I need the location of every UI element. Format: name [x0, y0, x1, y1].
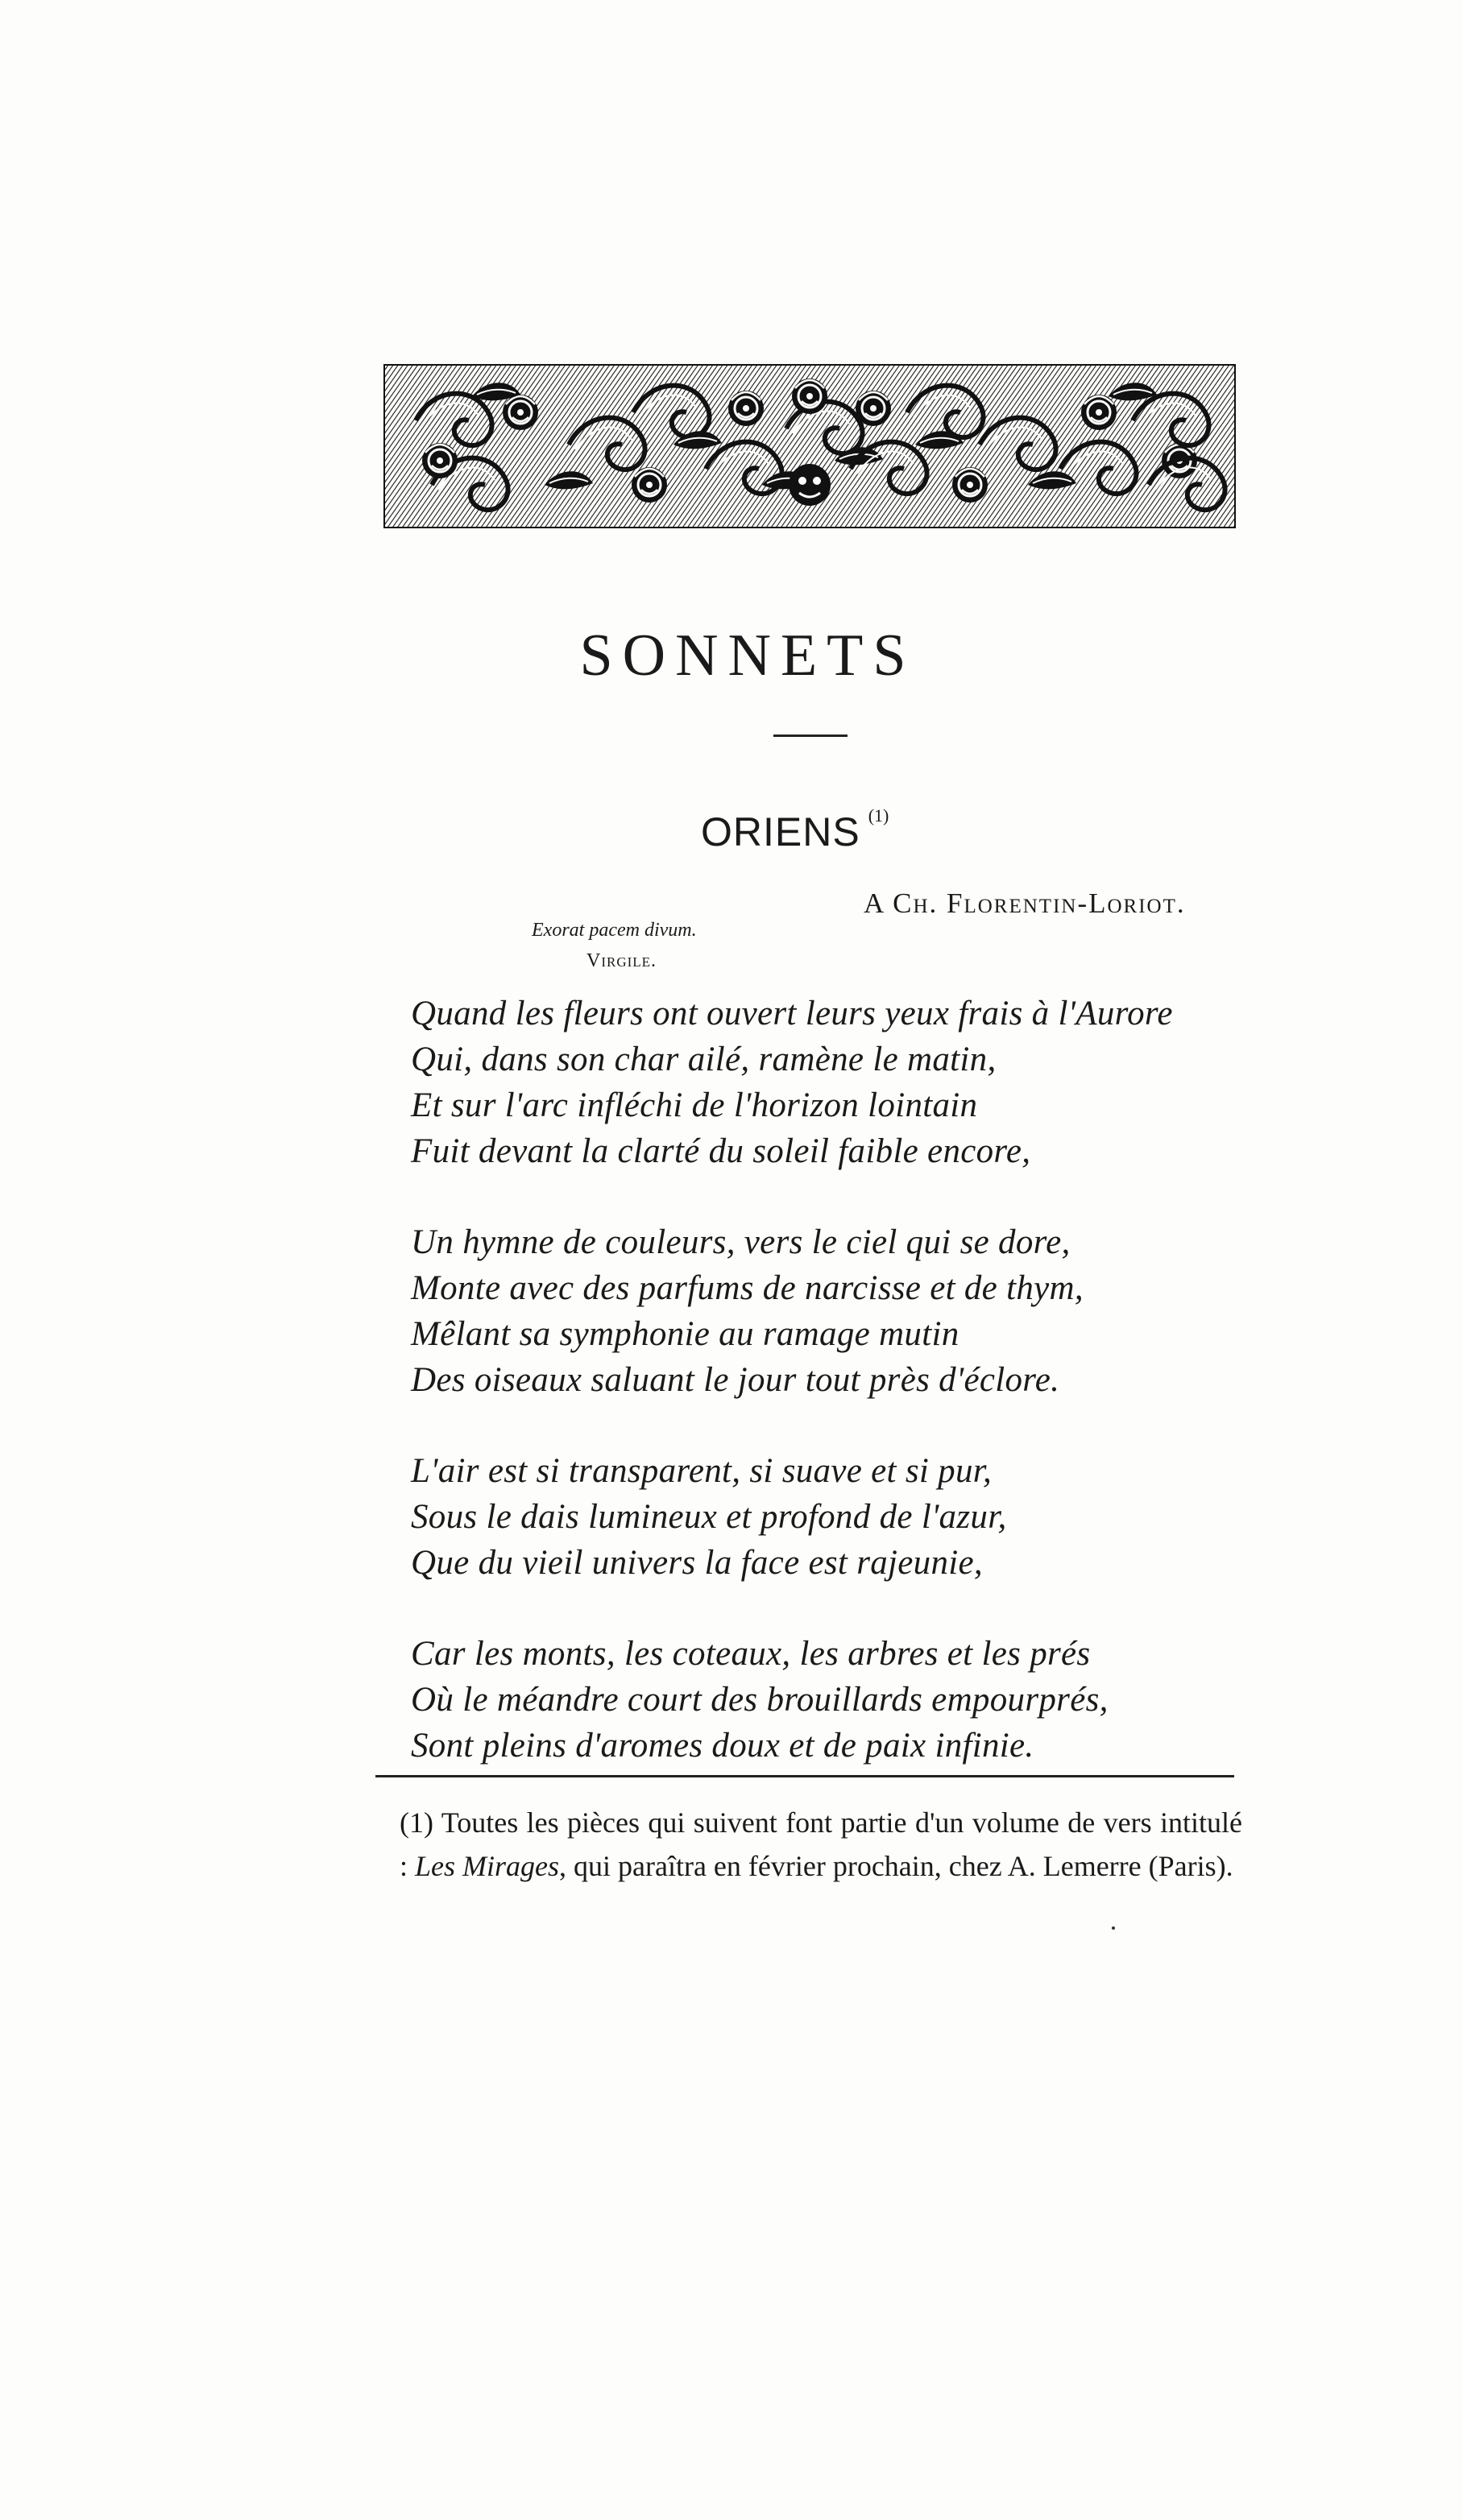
verse-line: Où le méandre court des brouillards empourprés, — [411, 1681, 1109, 1719]
stanza-4 — [411, 1631, 1297, 1769]
stanza-1 — [411, 991, 1297, 1174]
footnote-reference: (1) — [868, 805, 889, 826]
verse-line: Des oiseaux saluant le jour tout près d'éclore. — [411, 1361, 1060, 1399]
verse-line: Quand les fleurs ont ouvert leurs yeux frais à l'Aurore — [411, 995, 1173, 1032]
poem-title-text: ORIENS — [701, 809, 860, 854]
floral-headpiece-ornament-icon — [383, 364, 1236, 528]
stanza-3 — [411, 1448, 1297, 1586]
verse-line: L'air est si transparent, si suave et si pur, — [411, 1452, 993, 1490]
dedication-prefix: A — [864, 888, 885, 919]
verse-line: Fuit devant la clarté du soleil faible encore, — [411, 1132, 1031, 1170]
footnote-marker: (1) — [400, 1806, 433, 1839]
verse-line: Un hymne de couleurs, vers le ciel qui se dore, — [411, 1223, 1071, 1261]
footnote — [400, 1801, 1242, 1888]
verse-line: Et sur l'arc infléchi de l'horizon lointain — [411, 1086, 978, 1124]
epigraph — [532, 915, 697, 976]
poem-title — [701, 805, 889, 855]
footnote-text-before: Toutes les pièces qui suivent font partie d'un volume de vers intitulé : — [400, 1806, 1242, 1882]
poem-body — [411, 991, 1297, 1814]
verse-line: Sont pleins d'aromes doux et de paix infinie. — [411, 1727, 1034, 1765]
verse-line: Mêlant sa symphonie au ramage mutin — [411, 1315, 959, 1353]
footnote-divider — [375, 1775, 1234, 1777]
verse-line: Monte avec des parfums de narcisse et de thym, — [411, 1269, 1084, 1307]
verse-line: Car les monts, les coteaux, les arbres et les prés — [411, 1635, 1091, 1673]
dedication-name: Ch. Florentin-Loriot. — [893, 888, 1186, 919]
poem-dedication — [864, 888, 1186, 920]
verse-line: Qui, dans son char ailé, ramène le matin, — [411, 1041, 997, 1078]
footnote-book-title: Les Mirages — [415, 1850, 560, 1882]
footnote-text-after: , qui paraîtra en février prochain, chez A. Lemerre (Paris). — [559, 1850, 1233, 1882]
verse-line: Sous le dais lumineux et profond de l'azur, — [411, 1498, 1007, 1536]
stanza-2 — [411, 1219, 1297, 1403]
epigraph-author: Virgile. — [586, 950, 657, 971]
paper-speck — [1112, 1926, 1115, 1930]
verse-line: Que du vieil univers la face est rajeunie, — [411, 1544, 983, 1582]
epigraph-quote: Exorat pacem divum. — [532, 920, 697, 941]
title-divider — [773, 734, 848, 737]
page-title: SONNETS — [579, 623, 916, 689]
